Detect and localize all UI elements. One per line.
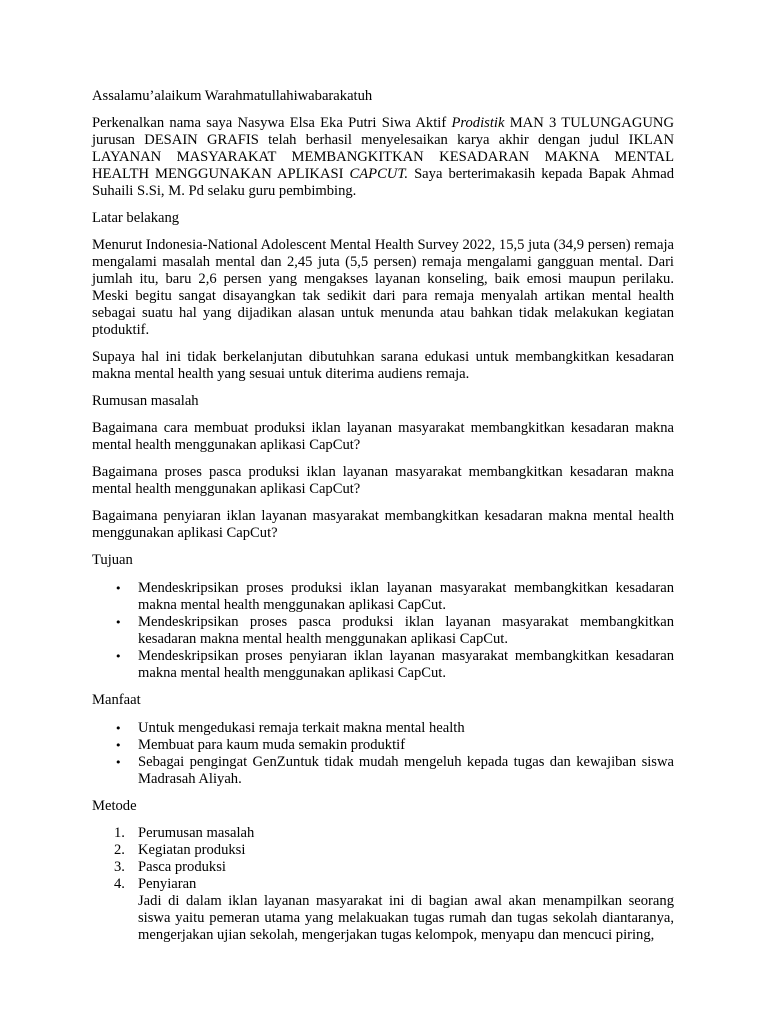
- metode-heading: Metode: [92, 798, 137, 814]
- latar-paragraph-1: Menurut Indonesia-National Adolescent Mental Health Survey 2022, 15,5 juta (34,9 persen) remaja mengalami masalah mental dan 2,45 juta (5,5 persen) remaja mengalami gangguan mental. Dari jumlah itu, baru 2,6 persen yang mengakses layanan konseling, baik emosi maupun perilaku. Meski begitu sangat disayangkan tak sedikit dari para remaja menyalah artikan mental health sebagai suatu hal yang dijadikan alasan untuk menunda atau bahkan tidak melakukan kegiatan ptoduktif.: [92, 237, 674, 338]
- bullet-icon: •: [115, 650, 122, 663]
- tujuan-item-text: Mendeskripsikan proses pasca produksi iklan layanan masyarakat membangkitkan kesadaran makna mental health menggunakan aplikasi CapCut.: [138, 614, 674, 647]
- metode-item-label: Perumusan masalah: [138, 825, 255, 841]
- manfaat-item-text: Untuk mengedukasi remaja terkait makna mental health: [138, 720, 465, 736]
- rumusan-question-3: Bagaimana penyiaran iklan layanan masyarakat membangkitkan kesadaran makna mental health menggunakan aplikasi CapCut?: [92, 508, 674, 541]
- tujuan-item-text: Mendeskripsikan proses produksi iklan layanan masyarakat membangkitkan kesadaran makna mental health menggunakan aplikasi CapCut.: [138, 580, 674, 613]
- tujuan-item: [115, 648, 674, 682]
- bullet-icon: •: [115, 756, 122, 769]
- metode-item-label: Kegiatan produksi: [138, 842, 246, 858]
- greeting: Assalamu’alaikum Warahmatullahiwabarakatuh: [92, 88, 373, 104]
- metode-item: [114, 825, 674, 842]
- manfaat-list: [92, 720, 674, 788]
- metode-number: 1.: [114, 825, 125, 841]
- manfaat-item: [115, 754, 674, 788]
- tujuan-heading: Tujuan: [92, 552, 133, 568]
- intro-text-3: Saya berterimakasih kepada Bapak Ahmad Suhaili S.Si, M. Pd selaku guru pembimbing.: [92, 166, 674, 199]
- metode-item-label: Pasca produksi: [138, 859, 226, 875]
- manfaat-item-text: Membuat para kaum muda semakin produktif: [138, 737, 406, 753]
- metode-item: [114, 842, 674, 859]
- tujuan-list: [92, 580, 674, 682]
- intro-text-2: MAN 3 TULUNGAGUNG jurusan DESAIN GRAFIS telah berhasil menyelesaikan karya akhir dengan judul IKLAN LAYANAN MASYARAKAT MEMBANGKITKAN KESADARAN MAKNA MENTAL HEALTH MENGGUNAKAN APLIKASI: [92, 115, 674, 182]
- metode-item-label: Penyiaran: [138, 876, 197, 892]
- rumusan-question-1: Bagaimana cara membuat produksi iklan layanan masyarakat membangkitkan kesadaran makna mental health menggunakan aplikasi CapCut?: [92, 420, 674, 453]
- manfaat-heading: Manfaat: [92, 692, 141, 708]
- manfaat-item: [115, 720, 674, 737]
- bullet-icon: •: [115, 739, 122, 752]
- rumusan-question-2: Bagaimana proses pasca produksi iklan layanan masyarakat membangkitkan kesadaran makna mental health menggunakan aplikasi CapCut?: [92, 464, 674, 497]
- intro-paragraph: [92, 115, 674, 200]
- metode-list: [92, 825, 674, 944]
- bullet-icon: •: [115, 582, 122, 595]
- intro-italic-capcut: CAPCUT.: [349, 166, 409, 182]
- bullet-icon: •: [115, 722, 122, 735]
- bullet-icon: •: [115, 616, 122, 629]
- metode-number: 2.: [114, 842, 125, 858]
- metode-number: 4.: [114, 876, 125, 892]
- rumusan-heading: Rumusan masalah: [92, 393, 199, 409]
- intro-text-1: Perkenalkan nama saya Nasywa Elsa Eka Putri Siwa Aktif: [92, 115, 452, 131]
- metode-description: Jadi di dalam iklan layanan masyarakat ini di bagian awal akan menampilkan seorang siswa yaitu pemeran utama yang melakuakan tugas rumah dan tugas sekolah diantaranya, mengerjakan ujian sekolah, mengerjakan tugas kelompok, menyapu dan mencuci piring,: [138, 893, 674, 943]
- tujuan-item: [115, 614, 674, 648]
- manfaat-item-text: Sebagai pengingat GenZuntuk tidak mudah mengeluh kepada tugas dan kewajiban siswa Madrasah Aliyah.: [138, 754, 674, 787]
- intro-italic-prodistik: Prodistik: [451, 115, 505, 131]
- latar-heading: Latar belakang: [92, 210, 180, 226]
- tujuan-item-text: Mendeskripsikan proses penyiaran iklan layanan masyarakat membangkitkan kesadaran makna mental health menggunakan aplikasi CapCut.: [138, 648, 674, 681]
- tujuan-item: [115, 580, 674, 614]
- metode-item: [114, 859, 674, 876]
- metode-number: 3.: [114, 859, 125, 875]
- latar-paragraph-2: Supaya hal ini tidak berkelanjutan dibutuhkan sarana edukasi untuk membangkitkan kesadaran makna mental health yang sesuai untuk diterima audiens remaja.: [92, 349, 674, 382]
- manfaat-item: [115, 737, 674, 754]
- metode-item: [114, 876, 674, 944]
